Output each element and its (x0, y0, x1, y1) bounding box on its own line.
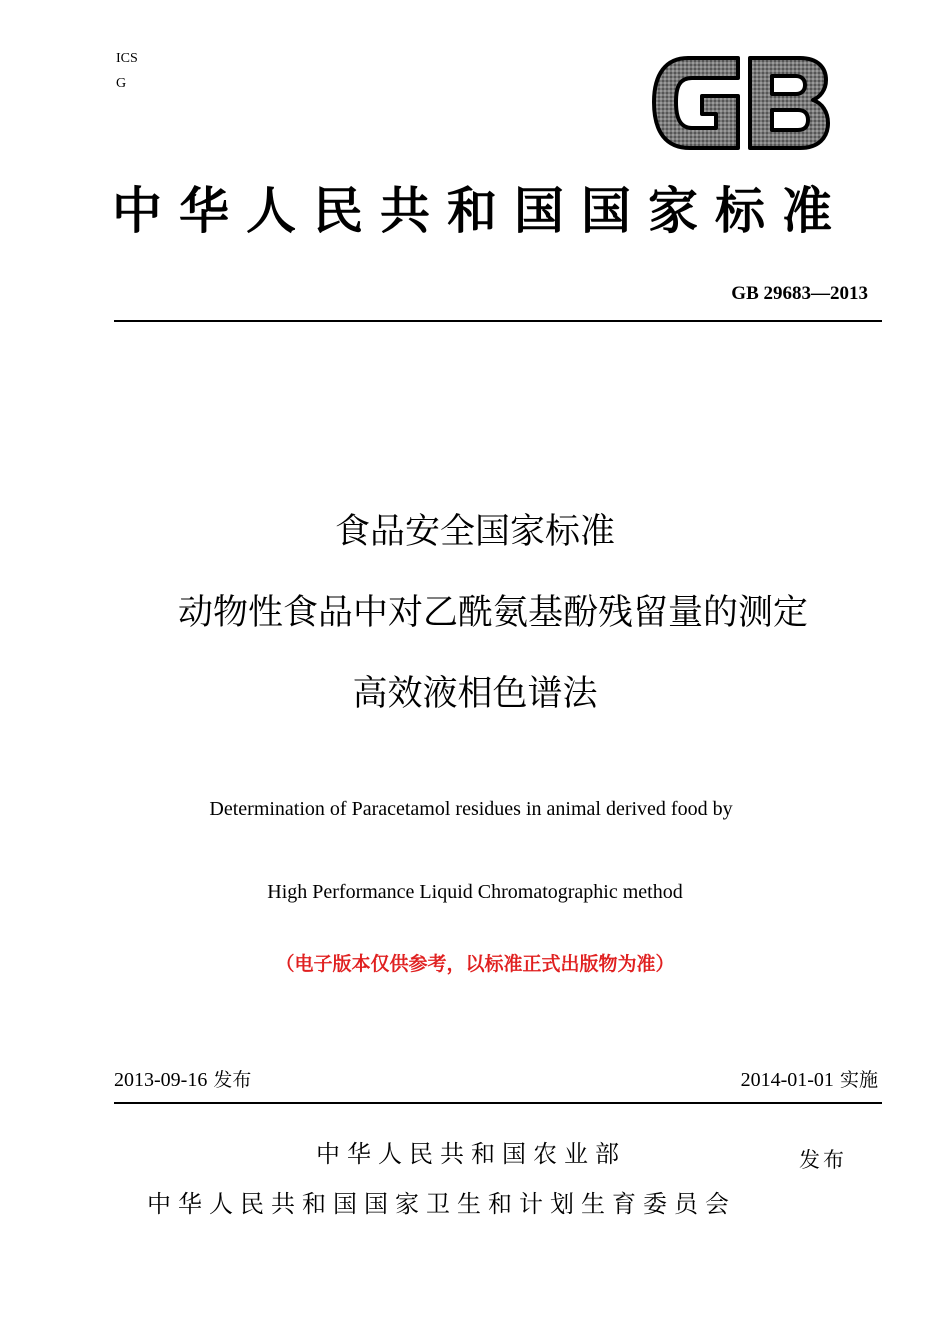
title-en-line1: Determination of Paracetamol residues in animal derived food by (209, 798, 733, 820)
standard-number: GB 29683—2013 (731, 283, 868, 304)
title-cn-line1: 食品安全国家标准 (334, 512, 615, 552)
issuer-ministry-agriculture: 中华人民共和国农业部 (316, 1140, 626, 1168)
header-divider (114, 320, 882, 322)
gb-logo-icon (650, 52, 830, 154)
issue-date: 2013-09-16 (114, 1069, 208, 1091)
banner-title: 中华人民共和国国家标准 (112, 182, 849, 240)
implement-date: 2014-01-01 (740, 1069, 834, 1091)
title-cn-line3: 高效液相色谱法 (352, 674, 598, 714)
issue-date-block (114, 1068, 251, 1092)
implement-label: 实施 (839, 1069, 878, 1091)
issue-label: 发布 (213, 1069, 252, 1091)
title-en-line2: High Performance Liquid Chromatographic method (267, 881, 683, 903)
ccs-code: G (116, 76, 127, 91)
ics-code: ICS (116, 51, 138, 66)
title-cn-line2: 动物性食品中对乙酰氨基酚残留量的测定 (177, 593, 808, 633)
issuer-health-commission: 中华人民共和国国家卫生和计划生育委员会 (147, 1190, 736, 1218)
electronic-version-notice: （电子版本仅供参考，以标准正式出版物为准） (275, 953, 675, 975)
footer-divider (114, 1102, 882, 1104)
implement-date-block (741, 1068, 878, 1092)
issue-word: 发布 (799, 1148, 847, 1172)
